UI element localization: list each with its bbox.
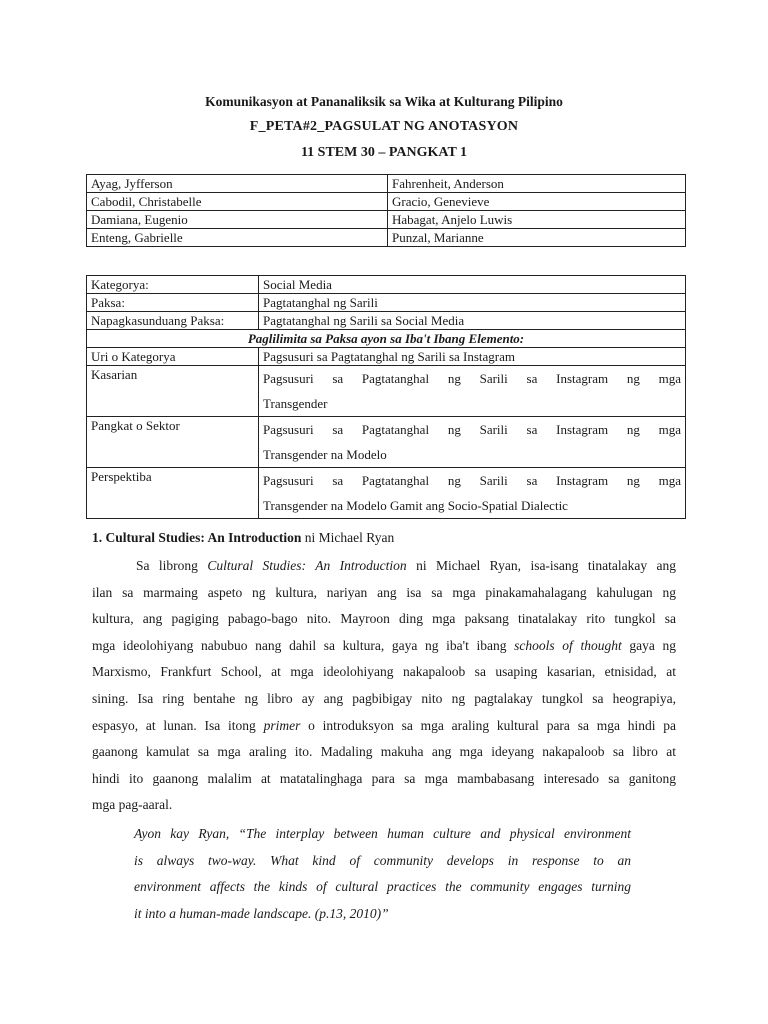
member-name: Punzal, Marianne bbox=[388, 229, 686, 247]
table-row bbox=[87, 366, 686, 417]
paragraph-line bbox=[92, 686, 676, 713]
subject-title: Komunikasyon at Pananaliksik sa Wika at Kulturang Pilipino bbox=[205, 94, 563, 109]
row-label: Kategorya: bbox=[87, 276, 259, 294]
row-value-line: Transgender na Modelo bbox=[263, 447, 387, 462]
annotation-heading bbox=[92, 530, 394, 546]
paragraph-text: o introduksyon sa mga araling kultural para sa mga hindi pa bbox=[300, 717, 676, 733]
table-row bbox=[87, 312, 686, 330]
row-value-line: Transgender bbox=[263, 396, 328, 411]
member-name: Ayag, Jyfferson bbox=[87, 175, 388, 193]
table-row bbox=[87, 276, 686, 294]
annotation-quote bbox=[134, 821, 631, 927]
member-name: Damiana, Eugenio bbox=[87, 211, 388, 229]
paragraph-text: hindi ito gaanong malalim at matatalinghaga para sa mga mambabasang interesado sa ganitong bbox=[92, 770, 676, 786]
paragraph-emphasis: schools of thought bbox=[514, 637, 622, 653]
paragraph-line bbox=[92, 633, 676, 660]
table-row bbox=[87, 229, 686, 247]
paragraph-text: ni Michael Ryan, isa-isang tinatalakay ang bbox=[406, 558, 677, 573]
row-label: Paksa: bbox=[87, 294, 259, 312]
paragraph-line bbox=[92, 606, 676, 633]
annotation-heading-bold: 1. Cultural Studies: An Introduction bbox=[92, 530, 302, 545]
table-row bbox=[87, 417, 686, 468]
row-label: Perspektiba bbox=[87, 468, 259, 519]
task-title: F_PETA#2_PAGSULAT NG ANOTASYON bbox=[249, 119, 519, 134]
quote-line: environment affects the kinds of cultural practices the community engages turning bbox=[134, 879, 631, 895]
row-value: Pagtatanghal ng Sarili bbox=[259, 294, 686, 312]
table-row bbox=[87, 294, 686, 312]
member-name: Gracio, Genevieve bbox=[388, 193, 686, 211]
paragraph-text: mga pag-aaral. bbox=[92, 797, 173, 813]
member-name: Habagat, Anjelo Luwis bbox=[388, 211, 686, 229]
row-label: Uri o Kategorya bbox=[87, 348, 259, 366]
paragraph-text: gaya ng bbox=[621, 637, 677, 653]
paragraph-text: Sa librong bbox=[136, 558, 208, 573]
paragraph-text: Marxismo, Frankfurt School, at mga ideolohiyang nakapaloob sa usaping kasarian, etnisidad, at bbox=[92, 664, 676, 680]
row-value-line: Pagsusuri sa Pagtatanghal ng Sarili sa Instagram ng mga bbox=[263, 422, 681, 437]
table-row bbox=[87, 211, 686, 229]
paragraph-line bbox=[92, 659, 676, 686]
paragraph-text: gaanong kamulat sa mga araling ito. Madaling makuha ang mga ideyang nakapaloob sa libro at bbox=[92, 744, 676, 760]
paragraph-emphasis: Cultural Studies: An Introduction bbox=[207, 558, 407, 573]
row-value-line: Pagsusuri sa Pagtatanghal ng Sarili sa Instagram ng mga bbox=[263, 371, 681, 386]
paragraph-text: espasyo, at lunan. Isa itong bbox=[92, 717, 264, 733]
row-label: Napagkasunduang Paksa: bbox=[87, 312, 259, 330]
annotation-heading-author: ni Michael Ryan bbox=[301, 530, 395, 545]
table-row bbox=[87, 193, 686, 211]
quote-line: it into a human-made landscape. (p.13, 2010)” bbox=[134, 905, 389, 921]
paragraph-line bbox=[92, 580, 676, 607]
table-section-header: Paglilimita sa Paksa ayon sa Iba't Ibang Elemento: bbox=[87, 330, 686, 348]
section-title-header: 11 STEM 30 – PANGKAT 1 bbox=[300, 145, 468, 160]
paragraph-text: mga ideolohiyang nabubuo nang dahil sa kultura, gaya ng iba't ibang bbox=[92, 637, 515, 653]
table-row bbox=[87, 348, 686, 366]
paragraph-line bbox=[92, 713, 676, 740]
paragraph-line bbox=[92, 792, 676, 819]
row-value bbox=[259, 366, 686, 417]
row-value bbox=[259, 417, 686, 468]
members-table bbox=[86, 174, 686, 247]
paragraph-line bbox=[92, 739, 676, 766]
paragraph-text: kultura, ang pagiging pabago-bago nito. Mayroon ding mga paksang tinatalakay rito tungkol sa bbox=[92, 611, 676, 627]
paragraph-line bbox=[92, 766, 676, 793]
row-value bbox=[259, 468, 686, 519]
quote-line: is always two-way. What kind of community develops in response to an bbox=[134, 852, 631, 868]
paragraph-text: ilan sa marmaing aspeto ng kultura, nariyan ang isa sa mga pinakamahalagang kahulugan ng bbox=[92, 584, 676, 600]
member-name: Cabodil, Christabelle bbox=[87, 193, 388, 211]
paragraph-line bbox=[92, 553, 676, 580]
row-value-line: Pagsusuri sa Pagtatanghal ng Sarili sa Instagram ng mga bbox=[263, 473, 681, 488]
row-label: Pangkat o Sektor bbox=[87, 417, 259, 468]
row-value: Pagtatanghal ng Sarili sa Social Media bbox=[259, 312, 686, 330]
table-row bbox=[87, 175, 686, 193]
table-row bbox=[87, 330, 686, 348]
member-name: Enteng, Gabrielle bbox=[87, 229, 388, 247]
row-value-line: Transgender na Modelo Gamit ang Socio-Spatial Dialectic bbox=[263, 498, 568, 513]
member-name: Fahrenheit, Anderson bbox=[388, 175, 686, 193]
topic-table bbox=[86, 275, 686, 519]
row-value: Social Media bbox=[259, 276, 686, 294]
paragraph-text: sining. Isa ring bentahe ng libro ay ang pagbibigay nito ng pagtalakay tungkol sa heograpiya, bbox=[92, 690, 676, 706]
row-label: Kasarian bbox=[87, 366, 259, 417]
paragraph-emphasis: primer bbox=[263, 717, 301, 733]
row-value: Pagsusuri sa Pagtatanghal ng Sarili sa Instagram bbox=[259, 348, 686, 366]
table-row bbox=[87, 468, 686, 519]
annotation-paragraph bbox=[92, 553, 676, 819]
quote-line: Ayon kay Ryan, “The interplay between human culture and physical environment bbox=[134, 826, 631, 841]
